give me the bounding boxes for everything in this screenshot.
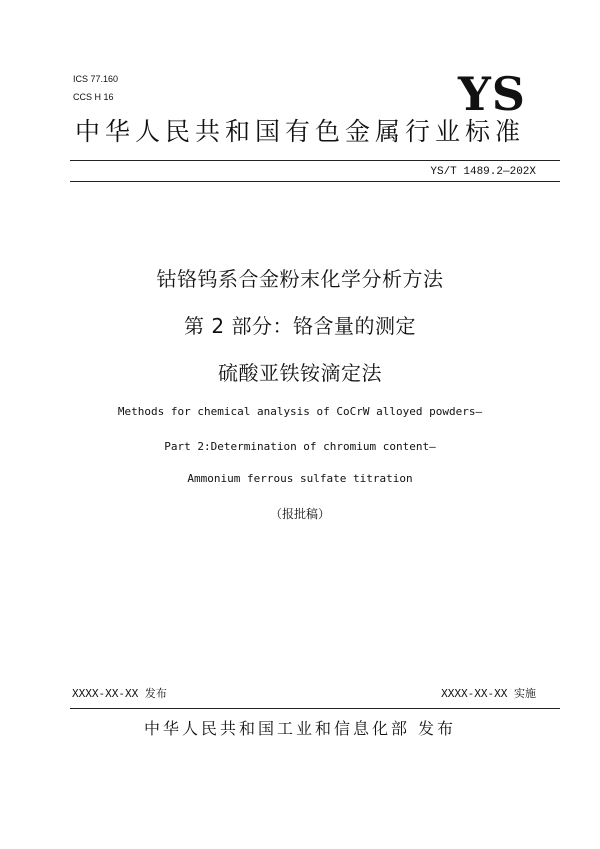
header-divider <box>70 160 560 161</box>
standard-title: 中华人民共和国有色金属行业标准 <box>74 117 525 146</box>
english-title-line-3: Ammonium ferrous sulfate titration <box>187 472 413 485</box>
standard-number-divider <box>70 181 560 182</box>
draft-status: （报批稿） <box>269 507 330 521</box>
footer-divider <box>70 708 560 709</box>
chinese-title-line-2: 第 2 部分：铬含量的测定 <box>184 314 416 338</box>
publish-date: XXXX-XX-XX 发布 <box>72 687 167 700</box>
chinese-title-line-1: 钴铬钨系合金粉末化学分析方法 <box>156 267 444 291</box>
english-title-line-1: Methods for chemical analysis of CoCrW alloyed powders— <box>117 405 483 418</box>
english-title-line-2: Part 2:Determination of chromium content— <box>164 440 436 453</box>
ics-code: ICS 77.160 <box>73 74 119 84</box>
ccs-code: CCS H 16 <box>73 92 114 102</box>
issuing-authority: 中华人民共和国工业和信息化部 发布 <box>143 719 457 738</box>
ys-logo: YS <box>457 67 526 121</box>
implementation-date: XXXX-XX-XX 实施 <box>441 687 536 700</box>
standard-number: YS/T 1489.2—202X <box>430 166 536 178</box>
chinese-title-line-3: 硫酸亚铁铵滴定法 <box>218 361 382 385</box>
